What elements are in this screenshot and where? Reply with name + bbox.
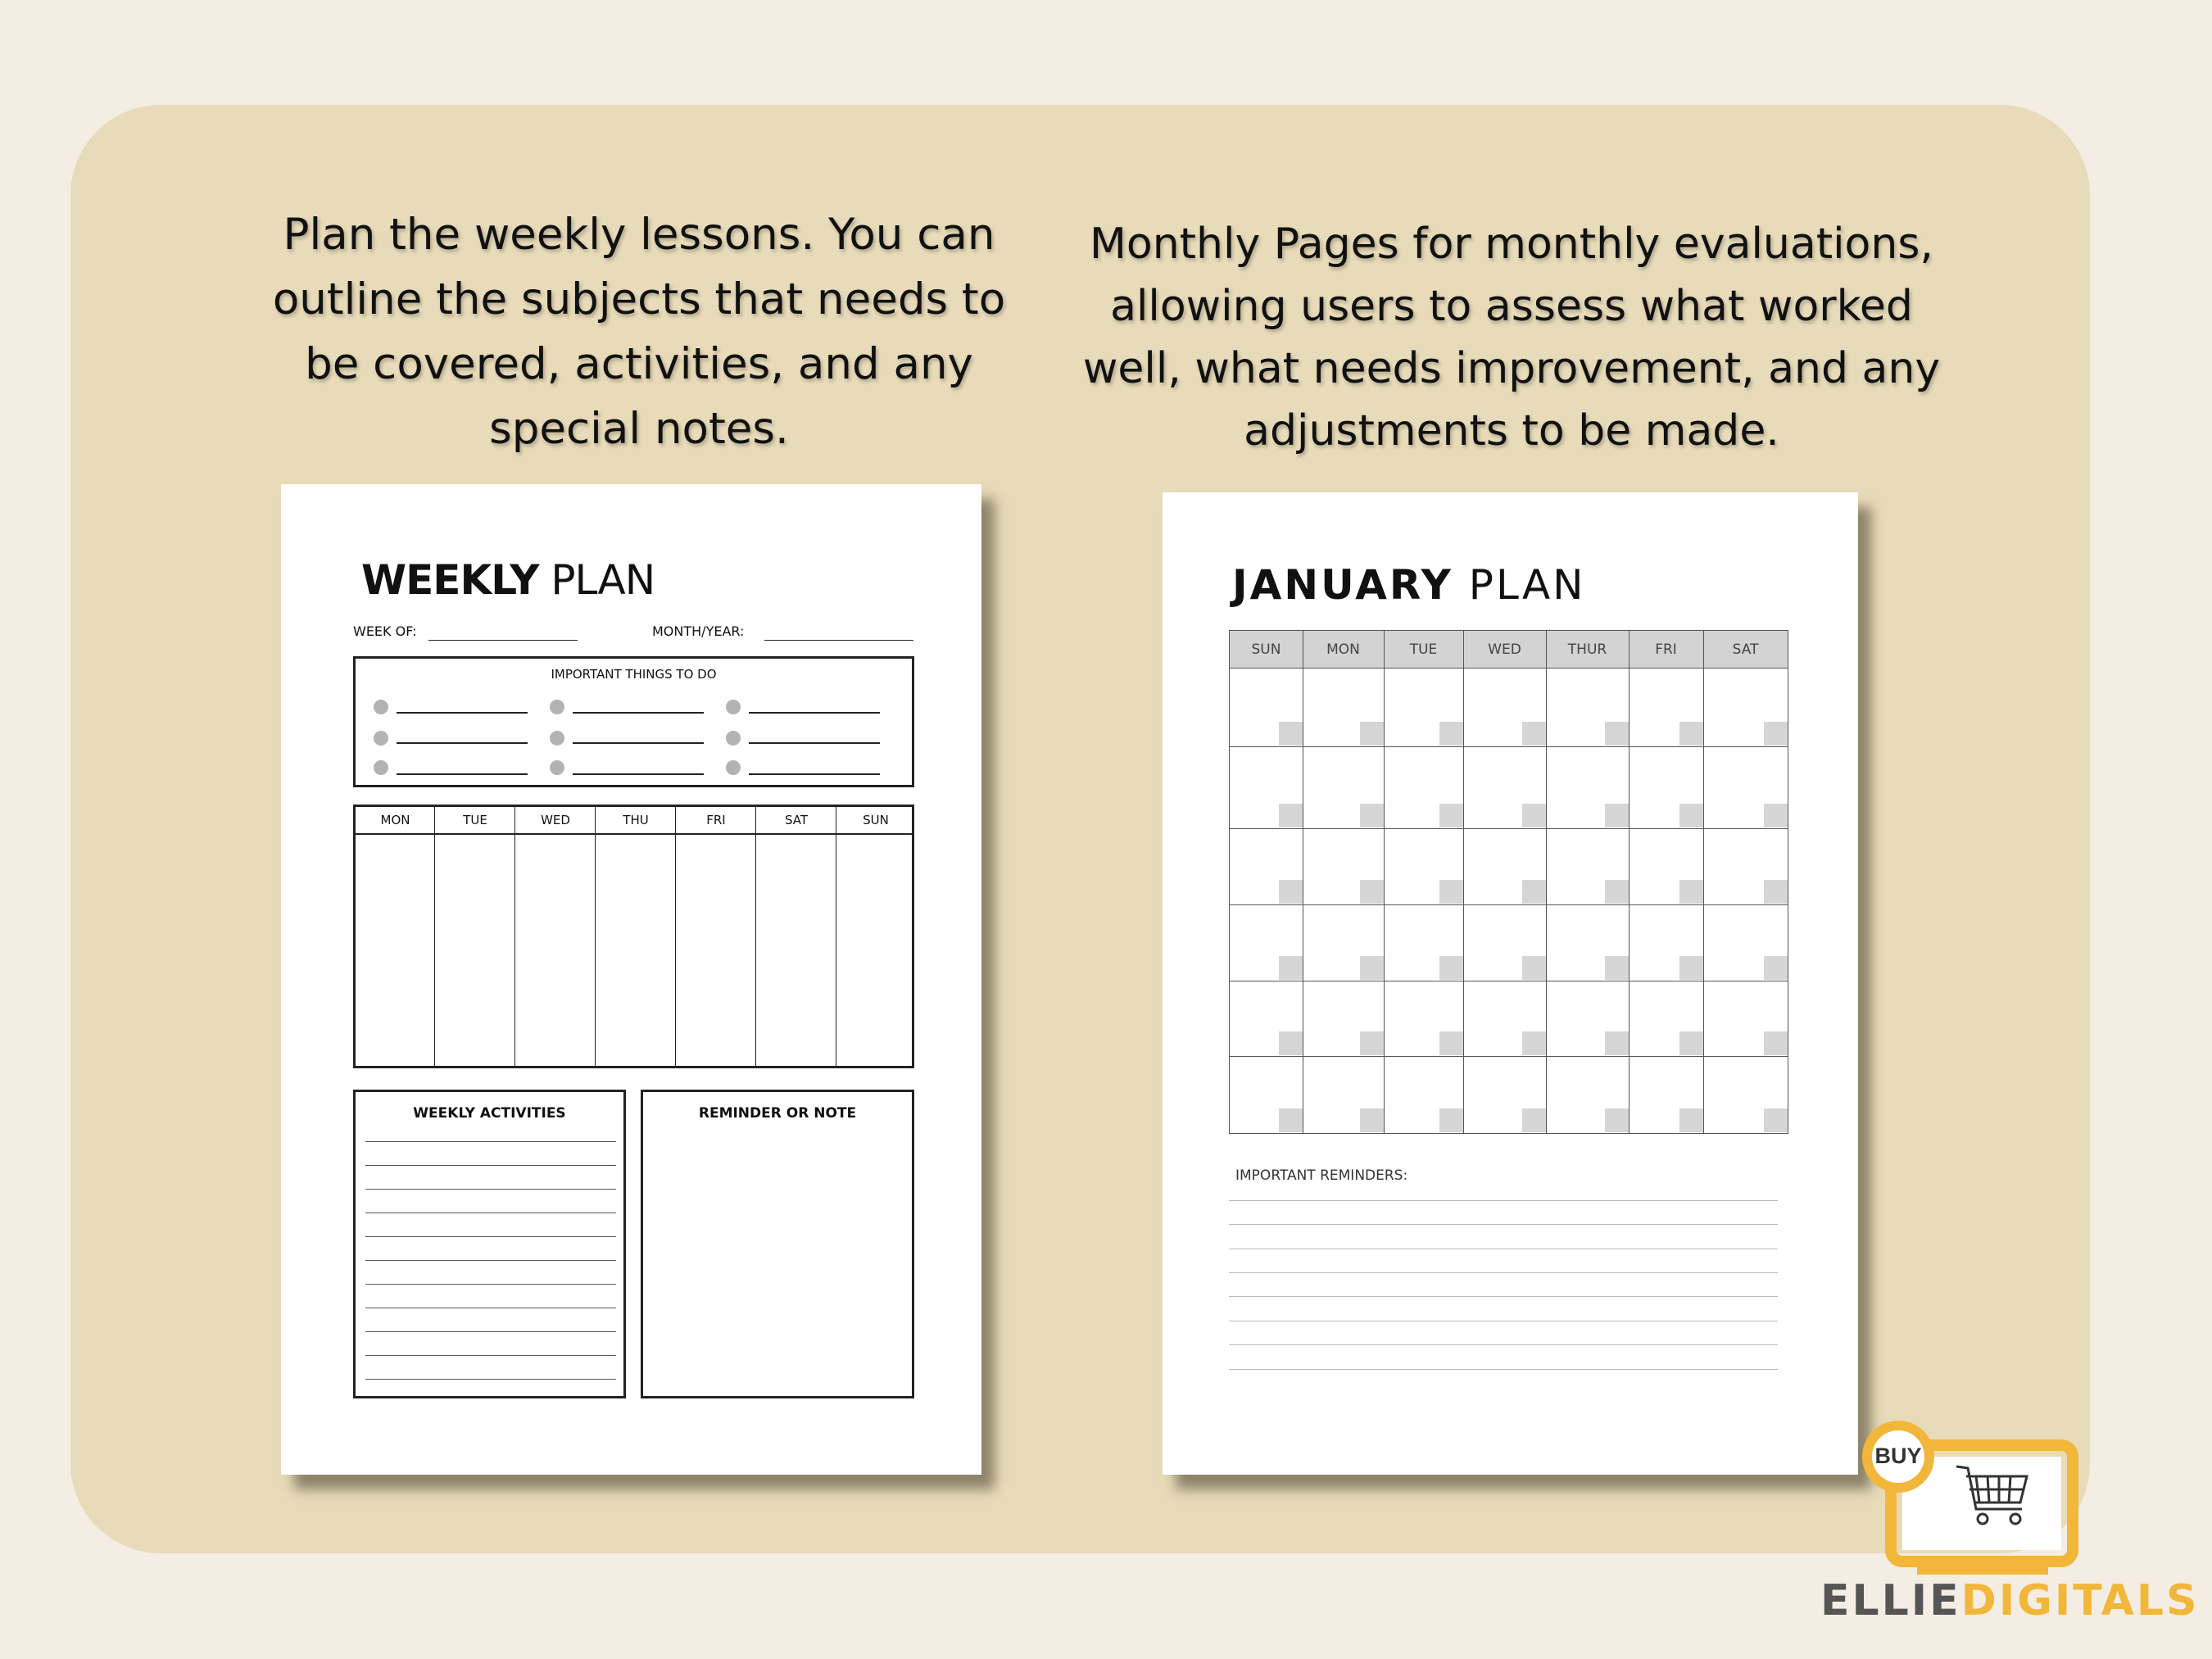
- date-box: [1439, 880, 1463, 904]
- activity-line: [365, 1189, 616, 1190]
- title-bold: JANUARY: [1232, 561, 1453, 609]
- date-box: [1679, 1031, 1703, 1055]
- date-box: [1605, 804, 1629, 827]
- bullet: [374, 700, 388, 714]
- bullet: [726, 731, 741, 746]
- month-year-line: [764, 640, 913, 641]
- bullet: [374, 760, 388, 775]
- title-light: PLAN: [551, 556, 655, 604]
- brand-part-1: ELLIE: [1820, 1576, 1961, 1625]
- todo-line: [397, 773, 528, 775]
- todo-line: [397, 712, 528, 714]
- month-calendar-grid: [1229, 630, 1788, 1134]
- date-box: [1764, 1031, 1788, 1055]
- date-box: [1439, 1031, 1463, 1055]
- day-header: THU: [623, 813, 649, 827]
- date-box: [1360, 1108, 1384, 1132]
- date-box: [1522, 804, 1546, 827]
- activity-line: [365, 1284, 616, 1285]
- date-box: [1279, 956, 1303, 980]
- todo-line: [397, 742, 528, 744]
- date-box: [1279, 880, 1303, 904]
- activity-line: [365, 1260, 616, 1261]
- day-header: MON: [380, 813, 410, 827]
- bullet: [726, 760, 741, 775]
- weekly-caption: Plan the weekly lessons. You can outline the subjects that needs to be covered, activities, and any special notes.: [272, 210, 1006, 454]
- calendar-day-header: THUR: [1567, 641, 1607, 658]
- reminder-line: [1229, 1369, 1778, 1370]
- date-box: [1764, 804, 1788, 827]
- week-days-grid: [353, 805, 914, 1068]
- calendar-row-line: [1230, 1056, 1788, 1057]
- bullet: [550, 760, 564, 775]
- date-box: [1679, 880, 1703, 904]
- calendar-day-header: TUE: [1409, 641, 1438, 658]
- date-box: [1605, 956, 1629, 980]
- reminder-note-title: REMINDER OR NOTE: [698, 1105, 857, 1122]
- date-box: [1439, 956, 1463, 980]
- calendar-col-line: [1384, 631, 1385, 1133]
- brand-logo-text: [1820, 1576, 2199, 1625]
- activity-line: [365, 1379, 616, 1380]
- date-box: [1360, 880, 1384, 904]
- date-box: [1679, 1108, 1703, 1132]
- todo-line: [573, 742, 704, 744]
- monthly-plan-page: [1163, 492, 1858, 1475]
- date-box: [1439, 722, 1463, 746]
- date-box: [1764, 880, 1788, 904]
- date-box: [1605, 722, 1629, 746]
- date-box: [1279, 722, 1303, 746]
- title-light: PLAN: [1468, 561, 1586, 609]
- bullet: [550, 731, 564, 746]
- day-divider: [595, 807, 596, 1066]
- brand-part-2: DIGITALS: [1960, 1576, 2200, 1625]
- date-box: [1764, 956, 1788, 980]
- date-box: [1605, 880, 1629, 904]
- date-box: [1764, 1108, 1788, 1132]
- calendar-row-line: [1230, 746, 1788, 747]
- monthly-caption: Monthly Pages for monthly evaluations, allowing users to assess what worked well, what needs improvement, and any adjustments to be made.: [1082, 220, 1941, 456]
- bullet: [550, 700, 564, 714]
- day-divider: [755, 807, 756, 1066]
- todo-line: [749, 742, 880, 744]
- date-box: [1360, 956, 1384, 980]
- date-box: [1679, 722, 1703, 746]
- calendar-col-line: [1463, 631, 1464, 1133]
- date-box: [1679, 956, 1703, 980]
- monitor-stand: [1917, 1562, 2048, 1575]
- calendar-day-header: SAT: [1732, 641, 1759, 658]
- reminder-line: [1229, 1200, 1778, 1201]
- title-bold: WEEKLY: [361, 556, 539, 604]
- reminder-note-box: [641, 1090, 914, 1398]
- date-box: [1522, 1031, 1546, 1055]
- bullet: [374, 731, 388, 746]
- calendar-day-header: FRI: [1655, 641, 1677, 658]
- date-box: [1279, 1108, 1303, 1132]
- date-box: [1605, 1108, 1629, 1132]
- todo-line: [573, 712, 704, 714]
- calendar-day-header: MON: [1326, 641, 1360, 658]
- date-box: [1522, 880, 1546, 904]
- activity-line: [365, 1331, 616, 1332]
- day-header: FRI: [706, 813, 726, 827]
- reminder-line: [1229, 1272, 1778, 1273]
- date-box: [1522, 956, 1546, 980]
- date-box: [1605, 1031, 1629, 1055]
- calendar-day-header: WED: [1488, 641, 1521, 658]
- weekly-plan-title: [361, 556, 655, 604]
- weekly-activities-title: WEEKLY ACTIVITIES: [413, 1105, 566, 1122]
- calendar-row-line: [1230, 828, 1788, 829]
- reminder-line: [1229, 1344, 1778, 1345]
- weekly-plan-page: [281, 484, 981, 1475]
- date-box: [1764, 722, 1788, 746]
- calendar-row-line: [1230, 904, 1788, 905]
- activity-line: [365, 1165, 616, 1166]
- week-of-label: WEEK OF:: [353, 623, 417, 639]
- date-box: [1439, 804, 1463, 827]
- buy-monitor-logo[interactable]: [1852, 1417, 2089, 1581]
- todo-line: [749, 773, 880, 775]
- todo-line: [749, 712, 880, 714]
- date-box: [1279, 1031, 1303, 1055]
- calendar-col-line: [1629, 631, 1630, 1133]
- bullet: [726, 700, 741, 714]
- calendar-col-line: [1546, 631, 1547, 1133]
- day-divider: [514, 807, 515, 1066]
- date-box: [1522, 1108, 1546, 1132]
- weekly-activities-box: [353, 1090, 626, 1398]
- date-box: [1439, 1108, 1463, 1132]
- date-box: [1679, 804, 1703, 827]
- date-box: [1360, 804, 1384, 827]
- activity-line: [365, 1141, 616, 1142]
- monthly-plan-title: [1232, 561, 1586, 609]
- day-divider: [434, 807, 435, 1066]
- date-box: [1360, 1031, 1384, 1055]
- activity-line: [365, 1236, 616, 1237]
- date-box: [1522, 722, 1546, 746]
- day-header: SUN: [863, 813, 889, 827]
- important-reminders-label: IMPORTANT REMINDERS:: [1235, 1167, 1408, 1184]
- calendar-col-line: [1703, 631, 1704, 1133]
- reminder-line: [1229, 1296, 1778, 1297]
- month-year-label: MONTH/YEAR:: [652, 623, 745, 639]
- buy-label[interactable]: BUY: [1874, 1444, 1922, 1468]
- day-header: SAT: [784, 813, 809, 827]
- reminder-line: [1229, 1224, 1778, 1225]
- date-box: [1360, 722, 1384, 746]
- day-header: WED: [541, 813, 570, 827]
- todo-line: [573, 773, 704, 775]
- day-header: TUE: [463, 813, 487, 827]
- calendar-day-header: SUN: [1251, 641, 1281, 658]
- important-things-box: [353, 656, 914, 787]
- header-divider: [356, 833, 912, 835]
- date-box: [1279, 804, 1303, 827]
- activity-line: [365, 1355, 616, 1356]
- week-of-line: [428, 640, 578, 641]
- day-divider: [675, 807, 676, 1066]
- important-things-title: IMPORTANT THINGS TO DO: [551, 667, 717, 682]
